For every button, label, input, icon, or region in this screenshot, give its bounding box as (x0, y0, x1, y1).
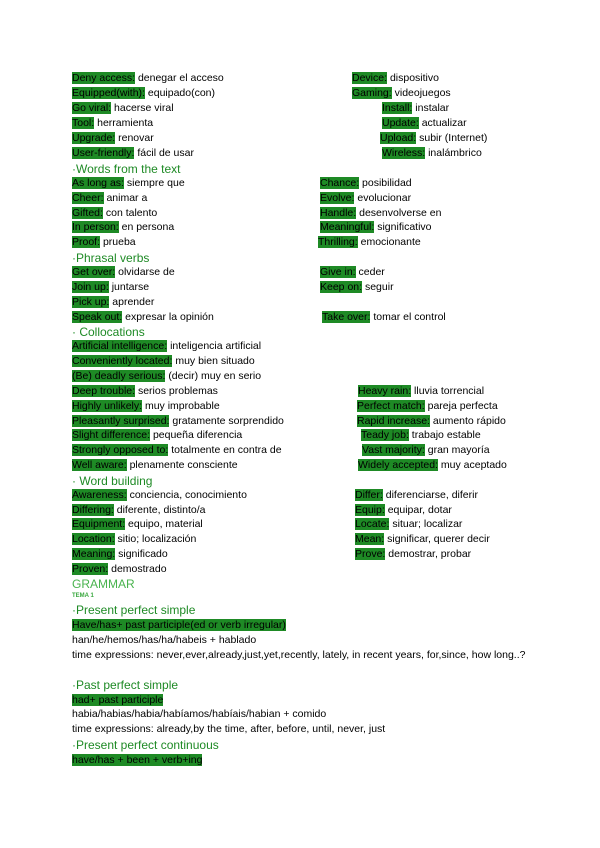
vocab-entry: Get over: olvidarse de (72, 266, 175, 278)
vocab-entry: Highly unlikely: muy improbable (72, 400, 220, 412)
vocab-entry: Prove: demostrar, probar (355, 548, 472, 560)
section-heading-present-perfect-continuous: ·Present perfect continuous (72, 738, 219, 752)
tema-label: TEMA 1 (72, 593, 94, 599)
vocab-entry: Vast majority: gran mayoría (362, 444, 490, 456)
vocab-entry: Proof: prueba (72, 236, 136, 248)
vocab-entry: Equipment: equipo, material (72, 518, 203, 530)
vocab-entry: Pleasantly surprised: gratamente sorprendido (72, 415, 284, 427)
vocab-entry: Well aware: plenamente consciente (72, 459, 238, 471)
vocab-entry: Tool: herramienta (72, 117, 154, 129)
vocab-entry: Awareness: conciencia, conocimiento (72, 489, 247, 501)
vocab-entry: Handle: desenvolverse en (320, 207, 442, 219)
vocab-entry: Mean: significar, querer decir (355, 533, 490, 545)
vocab-entry: Teady job: trabajo estable (361, 429, 481, 441)
vocab-entry: Deny access: denegar el acceso (72, 72, 224, 84)
grammar-title: GRAMMAR (72, 577, 135, 591)
section-heading-phrasal: ·Phrasal verbs (72, 251, 150, 265)
vocab-entry: Pick up: aprender (72, 296, 155, 308)
vocab-entry: Perfect match: pareja perfecta (357, 400, 498, 412)
vocab-entry: Take over: tomar el control (322, 311, 446, 323)
vocab-entry: Give in: ceder (320, 266, 385, 278)
vocab-entry: Conveniently located: muy bien situado (72, 355, 255, 367)
vocab-entry: Locate: situar; localizar (355, 518, 463, 530)
vocab-entry: Artificial intelligence: inteligencia artificial (72, 340, 262, 352)
vocab-entry: Location: sitio; localización (72, 533, 197, 545)
vocab-entry: Heavy rain: lluvia torrencial (358, 385, 485, 397)
vocab-entry: Thrilling: emocionante (318, 236, 421, 248)
vocab-entry: Update: actualizar (382, 117, 467, 129)
vocab-entry: Gifted: con talento (72, 207, 158, 219)
section-heading-word-building: · Word building (72, 474, 153, 488)
vocab-entry: In person: en persona (72, 221, 175, 233)
vocab-entry: Upgrade: renovar (72, 132, 154, 144)
vocab-entry: (Be) deadly serious: (decir) muy en serio (72, 370, 262, 382)
vocab-entry: Chance: posibilidad (320, 177, 412, 189)
section-heading-past-perfect-simple: ·Past perfect simple (72, 678, 179, 692)
time-expressions: time expressions: already,by the time, after, before, until, never, just (72, 723, 386, 735)
example-line: han/he/hemos/has/ha/habeis + hablado (72, 634, 257, 646)
vocab-entry: Widely accepted: muy aceptado (358, 459, 507, 471)
vocab-entry: Keep on: seguir (320, 281, 394, 293)
vocab-entry: Evolve: evolucionar (320, 192, 412, 204)
vocab-entry: Deep trouble: serios problemas (72, 385, 218, 397)
formula-line: have/has + been + verb+ing (72, 754, 203, 766)
vocab-entry: Upload: subir (Internet) (380, 132, 488, 144)
vocab-entry: Meaning: significado (72, 548, 168, 560)
vocab-entry: Rapid increase: aumento rápido (357, 415, 506, 427)
formula-line: had+ past participle (72, 694, 164, 706)
vocab-entry: Install: instalar (382, 102, 450, 114)
formula-line: Have/has+ past participle(ed or verb irregular) (72, 619, 286, 631)
vocab-entry: User-friendly: fácil de usar (72, 147, 194, 159)
section-heading-collocations: · Collocations (72, 325, 145, 339)
vocab-entry: Meaningful: significativo (320, 221, 432, 233)
vocab-entry: Equipped(with): equipado(con) (72, 87, 216, 99)
vocab-entry: Join up: juntarse (72, 281, 150, 293)
time-expressions: time expressions: never,ever,already,just,yet,recently, lately, in recent years, for,since, how long..? (72, 649, 526, 661)
vocab-entry: As long as: siempre que (72, 177, 185, 189)
vocab-entry: Proven: demostrado (72, 563, 167, 575)
section-heading-words: ·Words from the text (72, 162, 181, 176)
vocab-entry: Wireless: inalámbrico (382, 147, 482, 159)
vocab-entry: Speak out: expresar la opinión (72, 311, 214, 323)
vocab-entry: Device: dispositivo (352, 72, 439, 84)
vocab-entry: Equip: equipar, dotar (355, 504, 452, 516)
vocab-entry: Go viral: hacerse viral (72, 102, 174, 114)
vocab-entry: Strongly opposed to: totalmente en contra de (72, 444, 282, 456)
vocab-entry: Differing: diferente, distinto/a (72, 504, 206, 516)
vocab-entry: Gaming: videojuegos (352, 87, 451, 99)
vocab-entry: Cheer: animar a (72, 192, 148, 204)
example-line: habia/habias/habia/habíamos/habíais/habian + comido (72, 708, 327, 720)
section-heading-present-perfect-simple: ·Present perfect simple (72, 603, 196, 617)
vocab-entry: Differ: diferenciarse, diferir (355, 489, 478, 501)
vocab-entry: Slight difference: pequeña diferencia (72, 429, 243, 441)
